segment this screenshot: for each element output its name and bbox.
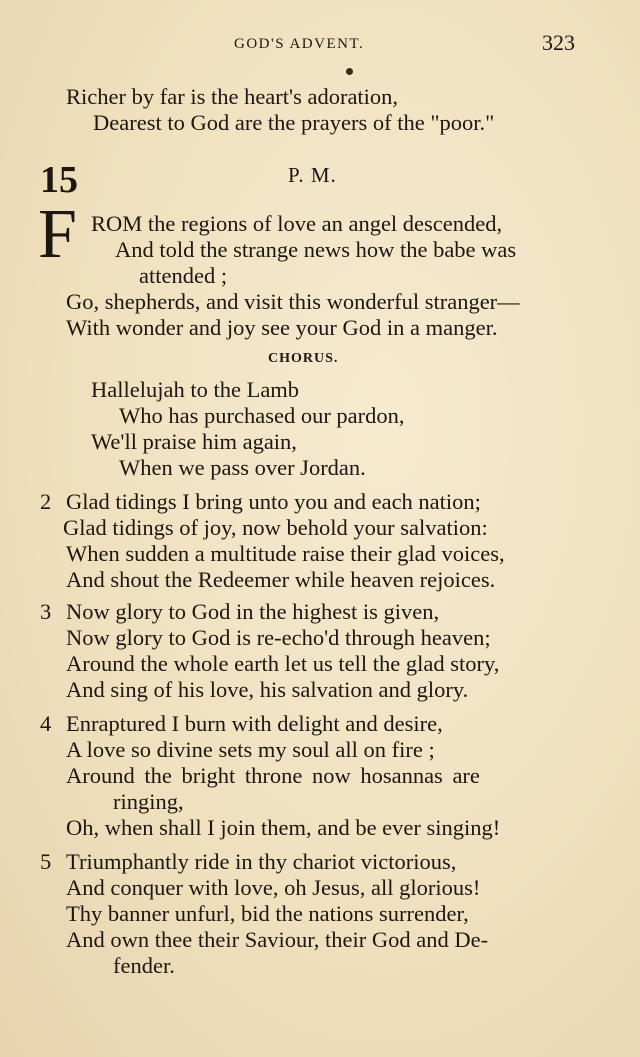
verse-2-line-3: When sudden a multitude raise their glad voices, xyxy=(66,541,505,566)
prev-hymn-line-1: Richer by far is the heart's adoration, xyxy=(66,84,399,109)
verse-5-line-1: Triumphantly ride in thy chariot victorious, xyxy=(66,849,457,874)
verse-3-line-1: Now glory to God in the highest is given, xyxy=(66,599,440,624)
prev-hymn-line-2: Dearest to God are the prayers of the "poor." xyxy=(93,110,495,135)
running-header-title: GOD'S ADVENT. xyxy=(234,36,365,52)
verse-1-line-5: With wonder and joy see your God in a manger. xyxy=(66,315,498,340)
verse-3-number: 3 xyxy=(40,599,52,624)
chorus-line-2: Who has purchased our pardon, xyxy=(119,403,405,428)
verse-4-number: 4 xyxy=(40,711,52,736)
verse-1-line-3: attended ; xyxy=(139,263,228,288)
verse-5-number: 5 xyxy=(40,849,52,874)
verse-2-line-2: Glad tidings of joy, now behold your salvation: xyxy=(63,515,488,540)
verse-3-line-2: Now glory to God is re-echo'd through heaven; xyxy=(66,625,491,650)
verse-3-line-4: And sing of his love, his salvation and glory. xyxy=(66,677,469,702)
verse-5-line-3: Thy banner unfurl, bid the nations surrender, xyxy=(66,901,469,926)
drop-cap: F xyxy=(38,196,77,273)
hymn-number: 15 xyxy=(40,159,78,201)
verse-4-line-4: ringing, xyxy=(113,789,184,814)
verse-2-line-1: Glad tidings I bring unto you and each nation; xyxy=(66,489,481,514)
chorus-line-4: When we pass over Jordan. xyxy=(119,455,366,480)
verse-4-line-1: Enraptured I burn with delight and desire, xyxy=(66,711,443,736)
verse-5-line-4: And own thee their Saviour, their God and De- xyxy=(66,927,489,952)
verse-2-line-4: And shout the Redeemer while heaven rejoices. xyxy=(66,567,496,592)
verse-4-line-5: Oh, when shall I join them, and be ever singing! xyxy=(66,815,501,840)
verse-4-line-2: A love so divine sets my soul all on fire ; xyxy=(66,737,435,762)
verse-1-line-2: And told the strange news how the babe was xyxy=(115,237,517,262)
chorus-line-3: We'll praise him again, xyxy=(91,429,297,454)
ink-spot xyxy=(346,68,353,75)
page-number: 323 xyxy=(542,30,575,55)
chorus-line-1: Hallelujah to the Lamb xyxy=(91,377,300,402)
chorus-label: CHORUS. xyxy=(268,351,339,366)
verse-1-line-4: Go, shepherds, and visit this wonderful stranger— xyxy=(66,289,520,314)
verse-2-number: 2 xyxy=(40,489,52,514)
verse-1-line-1: ROM the regions of love an angel descended, xyxy=(91,211,503,236)
verse-5-line-2: And conquer with love, oh Jesus, all glorious! xyxy=(66,875,481,900)
verse-4-line-3: Around the bright throne now hosannas are xyxy=(66,763,480,788)
verse-3-line-3: Around the whole earth let us tell the glad story, xyxy=(66,651,500,676)
hymn-meter: P. M. xyxy=(288,163,337,187)
verse-5-line-5: fender. xyxy=(113,953,175,978)
